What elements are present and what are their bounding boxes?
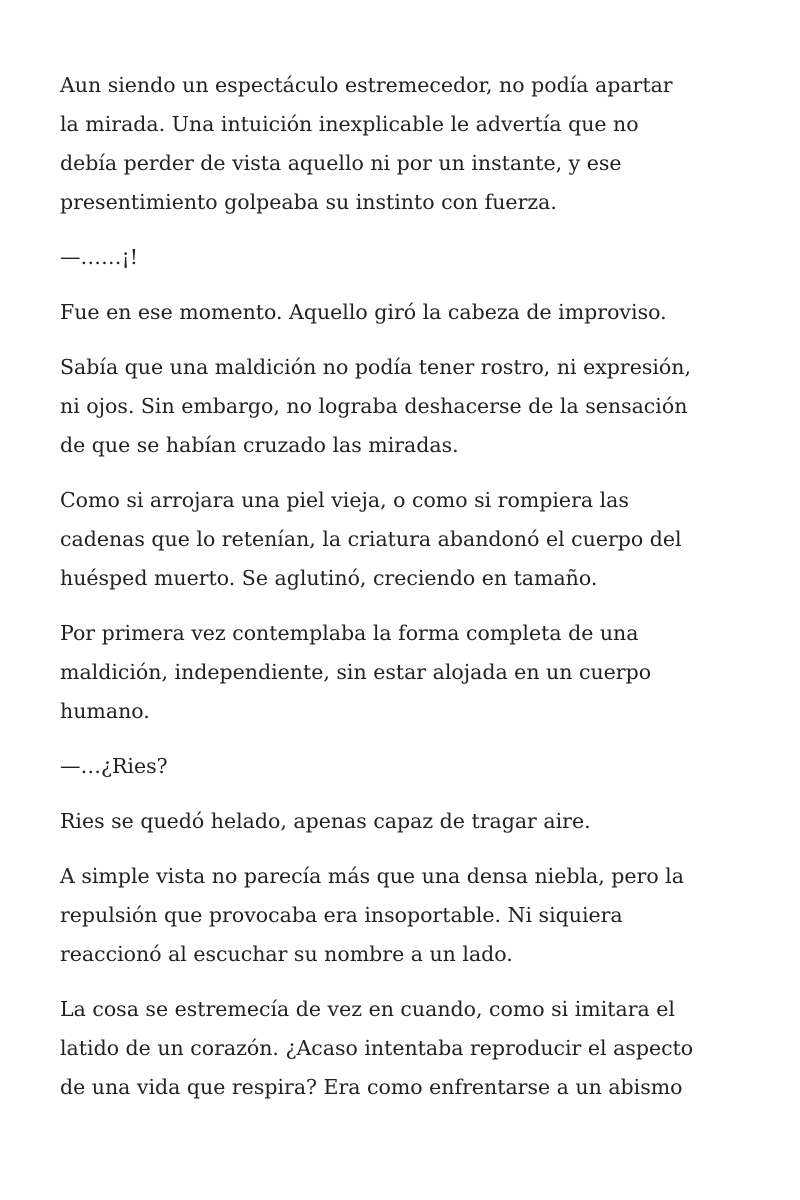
paragraph-2: —……¡! — [60, 245, 138, 269]
paragraph-9: A simple vista no parecía más que una densa niebla, pero la repulsión que provocaba era insoportable. Ni siquiera reaccionó al escuchar su nombre a un lado. — [60, 864, 684, 966]
paragraph-1: Aun siendo un espectáculo estremecedor, no podía apartar la mirada. Una intuición inexplicable le advertía que no debía perder de vista aquello ni por un instante, y ese presentimiento golpeaba su instinto con fuerza. — [60, 73, 673, 214]
paragraph-10: La cosa se estremecía de vez en cuando, como si imitara el latido de un corazón. ¿Acaso intentaba reproducir el aspecto de una vida que respira? Era como enfrentarse a un abismo — [60, 997, 694, 1099]
reading-page — [60, 66, 750, 1123]
paragraph-5: Como si arrojara una piel vieja, o como si rompiera las cadenas que lo retenían, la criatura abandonó el cuerpo del huésped muerto. Se aglutinó, creciendo en tamaño. — [60, 488, 682, 590]
paragraph-3: Fue en ese momento. Aquello giró la cabeza de improviso. — [60, 300, 667, 324]
paragraph-4: Sabía que una maldición no podía tener rostro, ni expresión, ni ojos. Sin embargo, no lograba deshacerse de la sensación de que se habían cruzado las miradas. — [60, 355, 691, 457]
paragraph-7: —…¿Ries? — [60, 754, 168, 778]
paragraph-8: Ries se quedó helado, apenas capaz de tragar aire. — [60, 809, 591, 833]
paragraph-6: Por primera vez contemplaba la forma completa de una maldición, independiente, sin estar alojada en un cuerpo humano. — [60, 621, 652, 723]
